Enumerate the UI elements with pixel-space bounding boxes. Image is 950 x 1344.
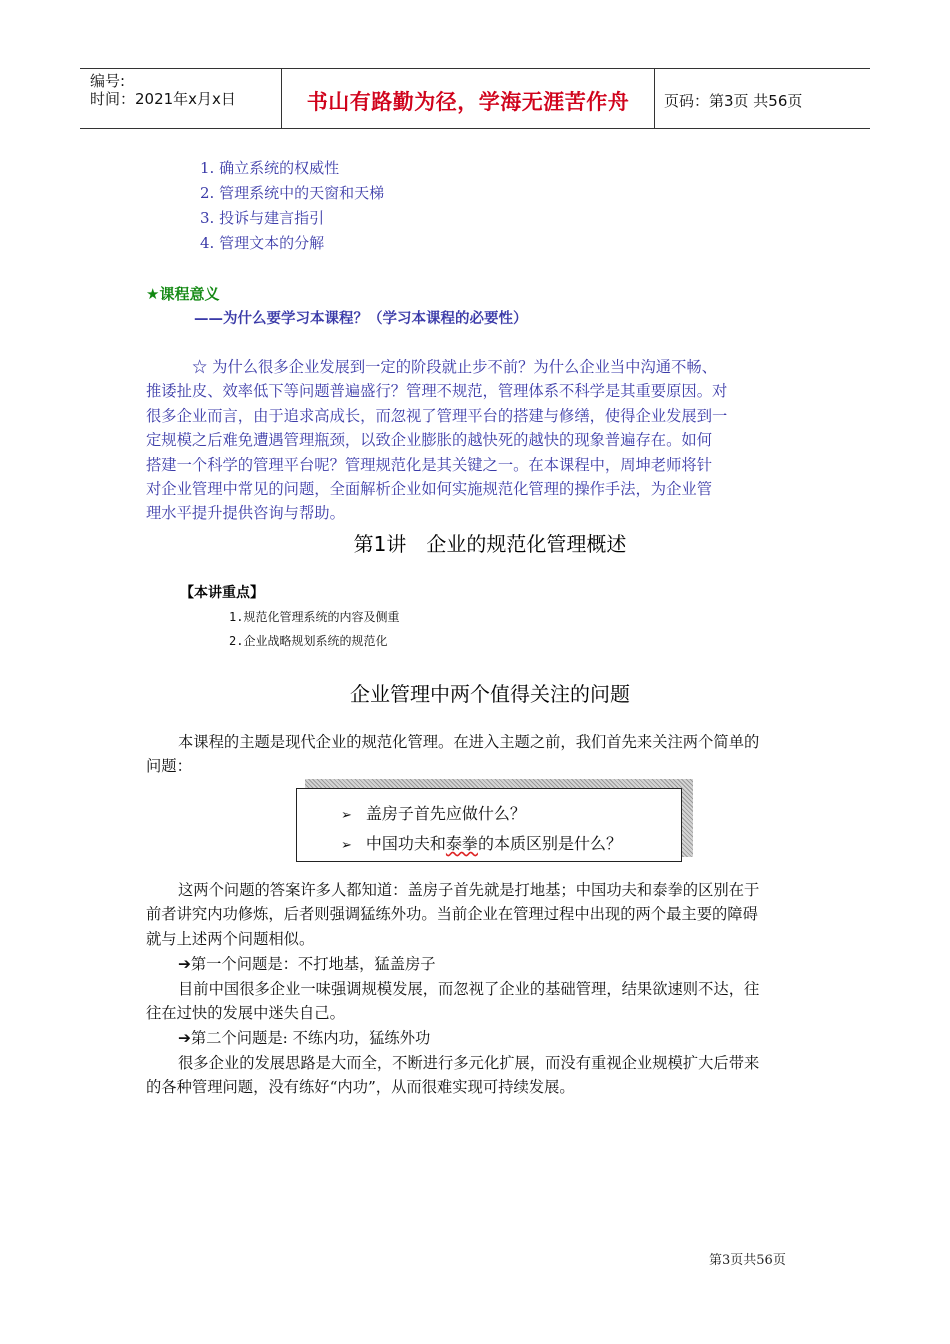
question-item: [341, 831, 622, 854]
paragraph-line: 推诿扯皮、效率低下等问题普遍盛行？管理不规范，管理体系不科学是其重要原因。对: [146, 382, 728, 401]
toc-item: 2. 管理系统中的天窗和天梯: [200, 184, 385, 202]
problem-1-heading: [178, 952, 436, 976]
course-meaning-title: ★课程意义: [146, 285, 220, 303]
paragraph-line: 搭建一个科学的管理平台呢？管理规范化是其关键之一。在本课程中，周坤老师将针: [146, 455, 712, 474]
key-point-item: 1.规范化管理系统的内容及侧重: [229, 610, 400, 624]
course-meaning-paragraph: [146, 355, 806, 526]
problem-2-heading: [178, 1026, 430, 1050]
paragraph-line: 这两个问题的答案许多人都知道：盖房子首先就是打地基；中国功夫和泰拳的区别在于: [178, 881, 760, 899]
paragraph-line: 定规模之后难免遭遇管理瓶颈，以致企业膨胀的越快死的越快的现象普遍存在。如何: [146, 431, 712, 450]
paragraph-line: 就与上述两个问题相似。: [146, 929, 315, 948]
question-text: 盖房子首先应做什么？: [365, 804, 526, 823]
paragraph-line: 前者讲究内功修炼，后者则强调猛练外功。当前企业在管理过程中出现的两个最主要的障碍: [146, 905, 758, 924]
paragraph-line: 往在过快的发展中迷失自己。: [146, 1004, 345, 1023]
header-divider-right: [654, 68, 655, 129]
problem-2-title: 第二个问题是: 不练内功，猛练外功: [190, 1029, 431, 1047]
arrow-right-icon: ➔: [178, 955, 191, 973]
triangle-bullet-icon: ➢: [341, 838, 352, 853]
paragraph-line: 本课程的主题是现代企业的规范化管理。在进入主题之前，我们首先来关注两个简单的: [178, 733, 760, 751]
paragraph-line: 很多企业的发展思路是大而全，不断进行多元化扩展，而没有重视企业规模扩大后带来: [178, 1054, 760, 1072]
toc-list: [200, 156, 384, 256]
answer-paragraph: [146, 878, 808, 951]
arrow-right-icon: ➔: [178, 1029, 191, 1047]
paragraph-line: 很多企业而言，由于追求高成长，而忽视了管理平台的搭建与修缮，使得企业发展到一: [146, 406, 728, 425]
problem-2-paragraph: [146, 1051, 808, 1100]
toc-item: 1. 确立系统的权威性: [200, 159, 340, 177]
question-text-part: 中国功夫和: [365, 834, 446, 853]
toc-item: 3. 投诉与建言指引: [200, 209, 325, 227]
page-footer: 第3页共56页: [709, 1253, 786, 1268]
problem-1-title: 第一个问题是：不打地基，猛盖房子: [190, 955, 436, 973]
section-title: 企业管理中两个值得关注的问题: [350, 682, 630, 706]
question-box: [296, 788, 682, 862]
header-top-rule: [80, 68, 870, 69]
question-text-part: 的本质区别是什么？: [477, 834, 622, 853]
header-motto: 书山有路勤为径，学海无涯苦作舟: [306, 90, 630, 114]
paragraph-line: 问题：: [146, 757, 192, 776]
key-point-item: 2.企业战略规划系统的规范化: [229, 634, 388, 648]
paragraph-line: ☆ 为什么很多企业发展到一定的阶段就止步不前？为什么企业当中沟通不畅、: [192, 358, 717, 376]
paragraph-line: 目前中国很多企业一味强调规模发展，而忽视了企业的基础管理，结果欲速则不达，往: [178, 980, 760, 998]
lecture-title: 第1讲 企业的规范化管理概述: [353, 532, 627, 556]
header-bottom-rule: [80, 128, 870, 129]
paragraph-line: 对企业管理中常见的问题，全面解析企业如何实施规范化管理的操作手法，为企业管: [146, 480, 712, 499]
doc-date-label: 时间：2021年x月x日: [90, 90, 236, 108]
doc-number-label: 编号:: [90, 72, 126, 90]
toc-item: 4. 管理文本的分解: [200, 234, 325, 252]
spellcheck-marked-word: 泰拳: [445, 834, 478, 853]
problem-1-paragraph: [146, 977, 808, 1026]
intro-paragraph: [146, 730, 808, 779]
triangle-bullet-icon: ➢: [341, 808, 352, 823]
course-meaning-subtitle: ——为什么要学习本课程？（学习本课程的必要性）: [194, 311, 528, 327]
paragraph-line: 的各种管理问题，没有练好“内功”，从而很难实现可持续发展。: [146, 1078, 575, 1097]
header-page-label: 页码：第3页 共56页: [664, 92, 803, 110]
key-points-title: 【本讲重点】: [180, 585, 264, 601]
question-item: [341, 801, 526, 824]
paragraph-line: 理水平提升提供咨询与帮助。: [146, 504, 345, 523]
